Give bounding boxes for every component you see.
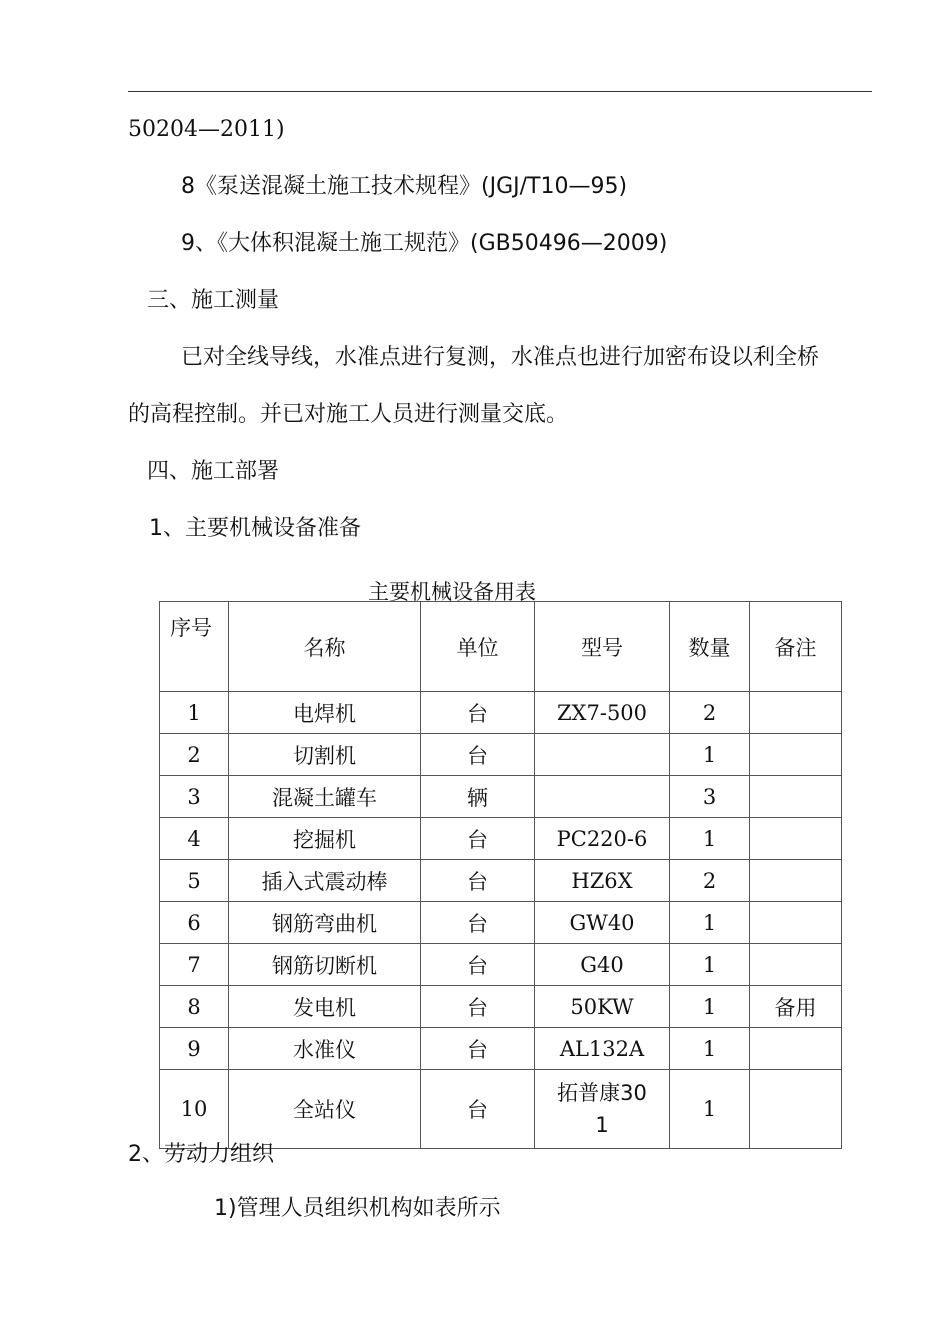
cell-unit: 台 <box>421 692 535 734</box>
text-line-standard-tail: 50204—2011) <box>128 117 285 142</box>
table-row <box>160 692 842 734</box>
cell-seq: 4 <box>160 818 229 860</box>
cell-unit: 台 <box>421 818 535 860</box>
cell-unit: 台 <box>421 1028 535 1070</box>
cell-seq: 5 <box>160 860 229 902</box>
cell-unit: 台 <box>421 944 535 986</box>
cell-seq: 6 <box>160 902 229 944</box>
cell-name: 挖掘机 <box>229 818 421 860</box>
cell-qty: 3 <box>670 776 750 818</box>
cell-name: 混凝土罐车 <box>229 776 421 818</box>
header-name: 名称 <box>229 602 421 692</box>
cell-qty: 1 <box>670 902 750 944</box>
header-remark: 备注 <box>750 602 842 692</box>
cell-name: 插入式震动棒 <box>229 860 421 902</box>
cell-name: 钢筋切断机 <box>229 944 421 986</box>
cell-remark <box>750 1028 842 1070</box>
table-row <box>160 986 842 1028</box>
cell-seq: 1 <box>160 692 229 734</box>
header-seq: 序号 <box>160 602 229 692</box>
cell-seq: 10 <box>160 1070 229 1149</box>
table-row <box>160 776 842 818</box>
table-row <box>160 860 842 902</box>
equipment-table <box>159 601 842 1149</box>
cell-model <box>535 776 670 818</box>
header-unit: 单位 <box>421 602 535 692</box>
cell-seq: 7 <box>160 944 229 986</box>
section-heading-survey: 三、施工测量 <box>147 288 280 313</box>
table-row <box>160 734 842 776</box>
cell-model: 拓普康301 <box>535 1070 670 1149</box>
cell-remark <box>750 860 842 902</box>
cell-unit: 辆 <box>421 776 535 818</box>
table-row <box>160 1028 842 1070</box>
cell-qty: 1 <box>670 1070 750 1149</box>
section-heading-deployment: 四、施工部署 <box>147 459 280 484</box>
cell-qty: 1 <box>670 818 750 860</box>
table-header-row <box>160 602 842 692</box>
paragraph-survey-line1: 已对全线导线，水准点进行复测，水准点也进行加密布设以利全桥 <box>181 345 820 370</box>
paragraph-survey-line2: 的高程控制。并已对施工人员进行测量交底。 <box>128 402 569 427</box>
cell-model: G40 <box>535 944 670 986</box>
cell-name: 电焊机 <box>229 692 421 734</box>
cell-seq: 2 <box>160 734 229 776</box>
cell-model: GW40 <box>535 902 670 944</box>
cell-name: 发电机 <box>229 986 421 1028</box>
table-row <box>160 818 842 860</box>
cell-remark <box>750 776 842 818</box>
table-row <box>160 944 842 986</box>
header-model: 型号 <box>535 602 670 692</box>
cell-model: ZX7-500 <box>535 692 670 734</box>
cell-remark <box>750 818 842 860</box>
cell-name: 钢筋弯曲机 <box>229 902 421 944</box>
header-qty: 数量 <box>670 602 750 692</box>
cell-qty: 1 <box>670 986 750 1028</box>
cell-name: 全站仪 <box>229 1070 421 1149</box>
cell-name: 切割机 <box>229 734 421 776</box>
cell-model: 50KW <box>535 986 670 1028</box>
cell-unit: 台 <box>421 902 535 944</box>
subheading-labor: 2、劳动力组织 <box>128 1142 274 1167</box>
text-line-management: 1)管理人员组织机构如表所示 <box>214 1196 501 1221</box>
cell-unit: 台 <box>421 860 535 902</box>
table-row <box>160 1070 842 1149</box>
cell-qty: 2 <box>670 860 750 902</box>
cell-qty: 1 <box>670 734 750 776</box>
cell-remark <box>750 734 842 776</box>
cell-remark <box>750 692 842 734</box>
table-row <box>160 902 842 944</box>
cell-qty: 2 <box>670 692 750 734</box>
cell-model: AL132A <box>535 1028 670 1070</box>
text-line-item-9: 9、《大体积混凝土施工规范》(GB50496—2009) <box>181 231 668 256</box>
header-rule <box>128 91 872 92</box>
cell-seq: 3 <box>160 776 229 818</box>
cell-remark <box>750 902 842 944</box>
cell-unit: 台 <box>421 1070 535 1149</box>
cell-model: HZ6X <box>535 860 670 902</box>
cell-unit: 台 <box>421 734 535 776</box>
cell-unit: 台 <box>421 986 535 1028</box>
cell-model <box>535 734 670 776</box>
cell-remark <box>750 944 842 986</box>
cell-model: PC220-6 <box>535 818 670 860</box>
cell-remark <box>750 1070 842 1149</box>
subheading-equipment: 1、主要机械设备准备 <box>149 516 361 541</box>
cell-name: 水准仪 <box>229 1028 421 1070</box>
cell-qty: 1 <box>670 1028 750 1070</box>
cell-qty: 1 <box>670 944 750 986</box>
cell-seq: 9 <box>160 1028 229 1070</box>
text-line-item-8: 8《泵送混凝土施工技术规程》(JGJ/T10—95) <box>181 174 628 199</box>
cell-remark: 备用 <box>750 986 842 1028</box>
table-caption: 主要机械设备用表 <box>368 580 536 604</box>
cell-seq: 8 <box>160 986 229 1028</box>
